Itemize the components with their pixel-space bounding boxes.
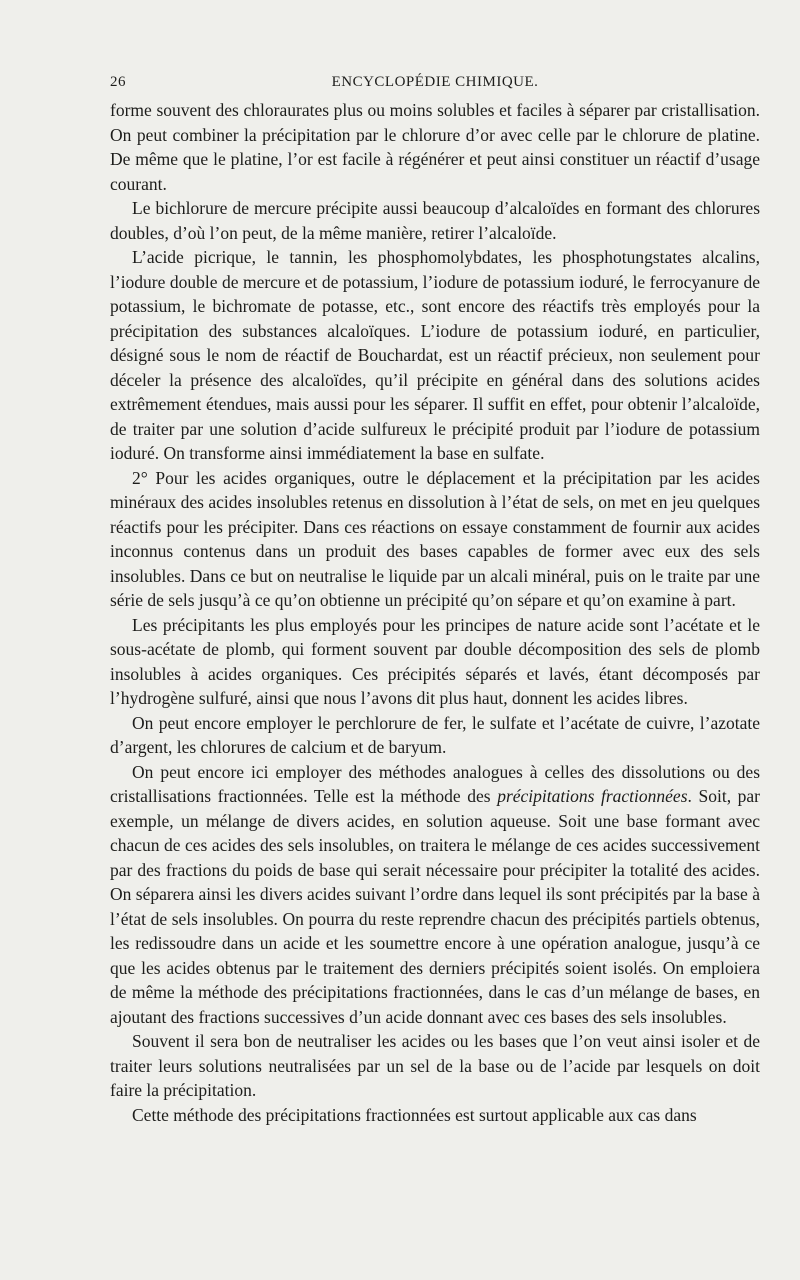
italic-term: précipitations fractionnées: [497, 786, 688, 806]
paragraph-perchlorure-fer: On peut encore employer le perchlorure de fer, le sulfate et l’acétate de cuivre, l’azotate d’argent, les chlorures de calcium et de baryum.: [110, 712, 760, 757]
paragraph-acide-picrique: L’acide picrique, le tannin, les phosphomolybdates, les phosphotungstates alcalins, l’iodure double de mercure et de potassium, l’iodure de potassium ioduré, le ferrocyanure de potassium, le bichromate de potasse, etc., sont encore des réactifs très employés pour la précipitation des substances alcaloïques. L’iodure de potassium ioduré, en particulier, désigné sous le nom de réactif de Bouchardat, est un réactif précieux, non seulement pour déceler la présence des alcaloïdes, qu’il précipite en général dans des solutions acides extrêmement étendues, mais aussi pour les séparer. Il suffit en effet, pour obtenir l’alcaloïde, de traiter par une solution d’acide sulfureux le précipité produit par l’iodure de potassium ioduré. On transforme ainsi immédiatement la base en sulfate.: [110, 247, 760, 463]
body-text: [110, 98, 760, 1127]
running-head: [110, 74, 760, 96]
paragraph-cette-methode: Cette méthode des précipitations fractionnées est surtout applicable aux cas dans: [132, 1104, 697, 1125]
paragraph-precipitations-fractionnees: [110, 760, 760, 1030]
page-number: 26: [110, 74, 126, 90]
paragraph-text-segment: On peut encore ici employer des méthodes analogues à celles des dissolutions ou des cristallisations fractionnées. Telle est la méthode des: [110, 761, 760, 806]
paragraph-chloraurates: forme souvent des chloraurates plus ou moins solubles et faciles à séparer par cristallisation. On peut combiner la précipitation par le chlorure d’or avec celle par le chlorure de platine. De même que le platine, l’or est facile à régénérer et peut ainsi constituer un réactif d’usage courant.: [110, 100, 760, 194]
paragraph-acides-organiques: 2° Pour les acides organiques, outre le déplacement et la précipitation par les acides minéraux des acides insolubles retenus en dissolution à l’état de sels, on met en jeu quelques réactifs pour les précipiter. Dans ces réactions on essaye constamment de fournir aux acides inconnus contenus dans un produit des bases capables de former avec eux des sels insolubles. Dans ce but on neutralise le liquide par un alcali minéral, puis on le traite par une série de sels jusqu’à ce qu’on obtienne un précipité qu’on sépare et qu’on examine à part.: [110, 467, 760, 610]
paragraph-neutraliser: Souvent il sera bon de neutraliser les acides ou les bases que l’on veut ainsi isoler et de traiter leurs solutions neutralisées par un sel de la base ou de l’acide par lesquels on doit faire la précipitation.: [110, 1031, 760, 1100]
paragraph-precipitants: Les précipitants les plus employés pour les principes de nature acide sont l’acétate et le sous-acétate de plomb, qui forment souvent par double décomposition des sels de plomb insolubles à acides organiques. Ces précipités séparés et lavés, étant décomposés par l’hydrogène sulfuré, ainsi que nous l’avons dit plus haut, donnent les acides libres.: [110, 614, 760, 708]
paragraph-bichlorure-mercure: Le bichlorure de mercure précipite aussi beaucoup d’alcaloïdes en formant des chlorures doubles, d’où l’on peut, de la même manière, retirer l’alcaloïde.: [110, 198, 760, 243]
running-title: ENCYCLOPÉDIE CHIMIQUE.: [331, 74, 539, 90]
paragraph-text-segment: . Soit, par exemple, un mélange de divers acides, en solution aqueuse. Soit une base formant avec chacun de ces acides des sels insolubles, on traitera le mélange de ces acides successivement par des fractions du poids de base qui serait nécessaire pour précipiter la totalité des acides. On séparera ainsi les divers acides suivant l’ordre dans lequel ils sont précipités par la base à l’état de sels insolubles. On pourra du reste reprendre chacun des précipités partiels obtenus, les redissoudre dans un acide et les soumettre encore à une opération analogue, jusqu’à ce que les acides obtenus par le traitement des derniers précipités soient isolés. On emploiera de même la méthode des précipitations fractionnées, dans le cas d’un mélange de bases, en ajoutant des fractions successives d’un acide donnant avec ces bases des sels insolubles.: [110, 786, 760, 1027]
